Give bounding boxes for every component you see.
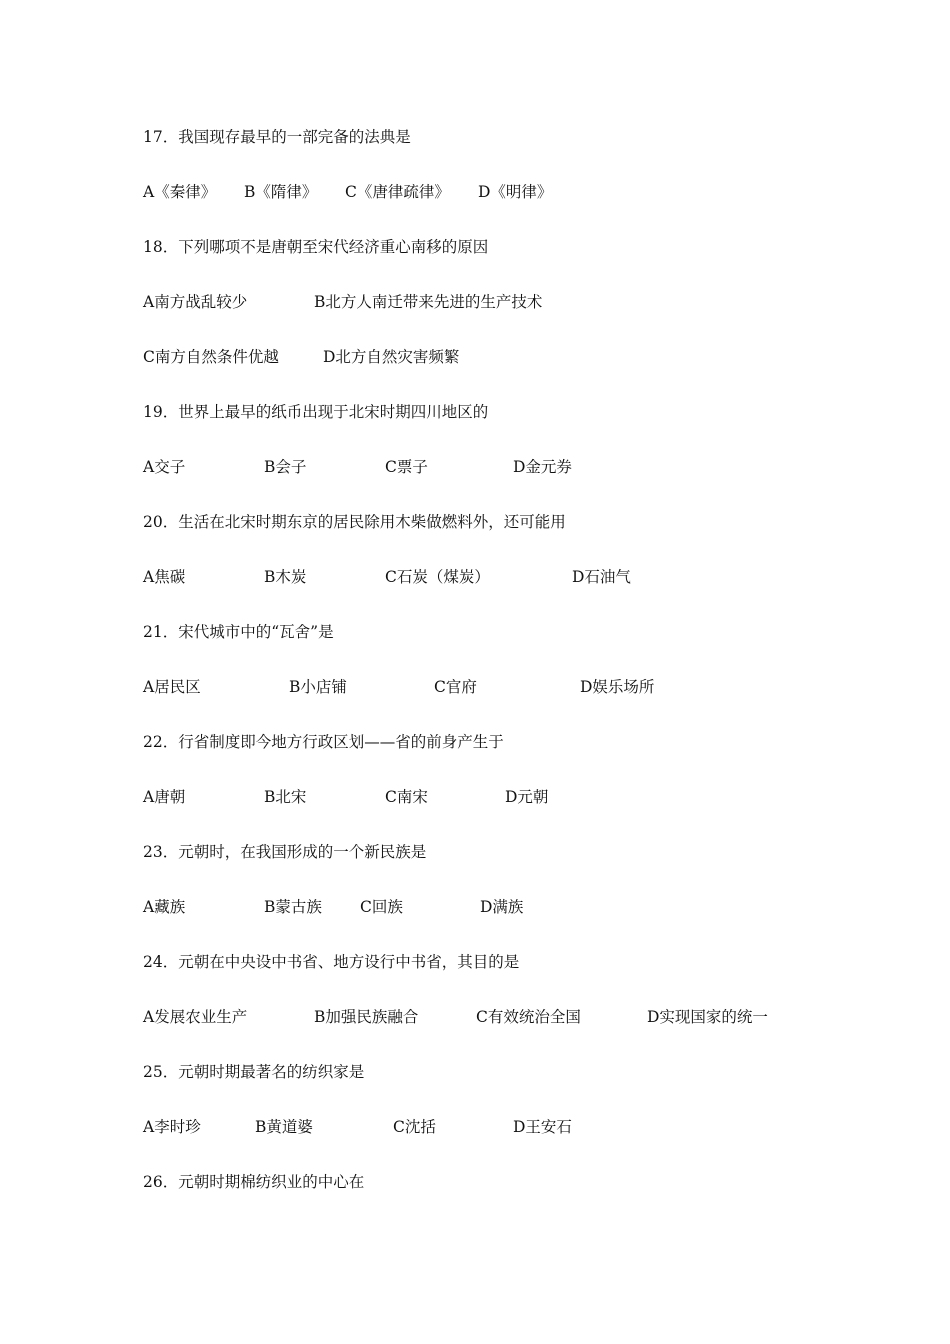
question-23-stem: 23．元朝时，在我国形成的一个新民族是 [143, 843, 427, 861]
option-b: B小店铺 [289, 678, 347, 696]
option-a: A《秦律》 [143, 183, 217, 201]
option-c: C官府 [434, 678, 477, 696]
option-d: D王安石 [513, 1118, 572, 1136]
option-d: D《明律》 [478, 183, 553, 201]
question-26-stem: 26．元朝时期棉纺织业的中心在 [143, 1173, 365, 1191]
question-20-stem: 20．生活在北宋时期东京的居民除用木柴做燃料外，还可能用 [143, 513, 566, 531]
option-d: D石油气 [572, 568, 631, 586]
option-a: A南方战乱较少 [143, 293, 248, 311]
question-21-stem: 21．宋代城市中的“瓦舍”是 [143, 623, 334, 641]
option-a: A交子 [143, 458, 186, 476]
option-c: C有效统治全国 [476, 1008, 581, 1026]
question-17-stem: 17．我国现存最早的一部完备的法典是 [143, 128, 411, 146]
question-22-stem: 22．行省制度即今地方行政区划——省的前身产生于 [143, 733, 504, 751]
option-c: C回族 [360, 898, 403, 916]
option-d: D实现国家的统一 [647, 1008, 768, 1026]
question-24-stem: 24．元朝在中央设中书省、地方设行中书省，其目的是 [143, 953, 520, 971]
question-25-stem: 25．元朝时期最著名的纺织家是 [143, 1063, 365, 1081]
option-d: D北方自然灾害频繁 [323, 348, 460, 366]
option-b: B黄道婆 [255, 1118, 313, 1136]
option-b: B木炭 [264, 568, 307, 586]
option-c: C票子 [385, 458, 428, 476]
question-19-stem: 19．世界上最早的纸币出现于北宋时期四川地区的 [143, 403, 489, 421]
question-18-stem: 18．下列哪项不是唐朝至宋代经济重心南移的原因 [143, 238, 489, 256]
option-b: B蒙古族 [264, 898, 322, 916]
option-b: B加强民族融合 [314, 1008, 419, 1026]
option-a: A唐朝 [143, 788, 186, 806]
option-b: B北宋 [264, 788, 307, 806]
option-c: C沈括 [393, 1118, 436, 1136]
option-c: C《唐律疏律》 [345, 183, 450, 201]
option-b: B《隋律》 [244, 183, 318, 201]
option-a: A焦碳 [143, 568, 186, 586]
option-c: C南宋 [385, 788, 428, 806]
option-d: D娱乐场所 [580, 678, 655, 696]
option-b: B北方人南迁带来先进的生产技术 [314, 293, 543, 311]
option-d: D元朝 [505, 788, 549, 806]
option-b: B会子 [264, 458, 307, 476]
option-d: D满族 [480, 898, 524, 916]
option-a: A藏族 [143, 898, 186, 916]
option-c: C南方自然条件优越 [143, 348, 279, 366]
option-a: A发展农业生产 [143, 1008, 248, 1026]
option-a: A居民区 [143, 678, 201, 696]
option-c: C石炭（煤炭） [385, 568, 490, 586]
option-a: A李时珍 [143, 1118, 201, 1136]
option-d: D金元券 [513, 458, 572, 476]
